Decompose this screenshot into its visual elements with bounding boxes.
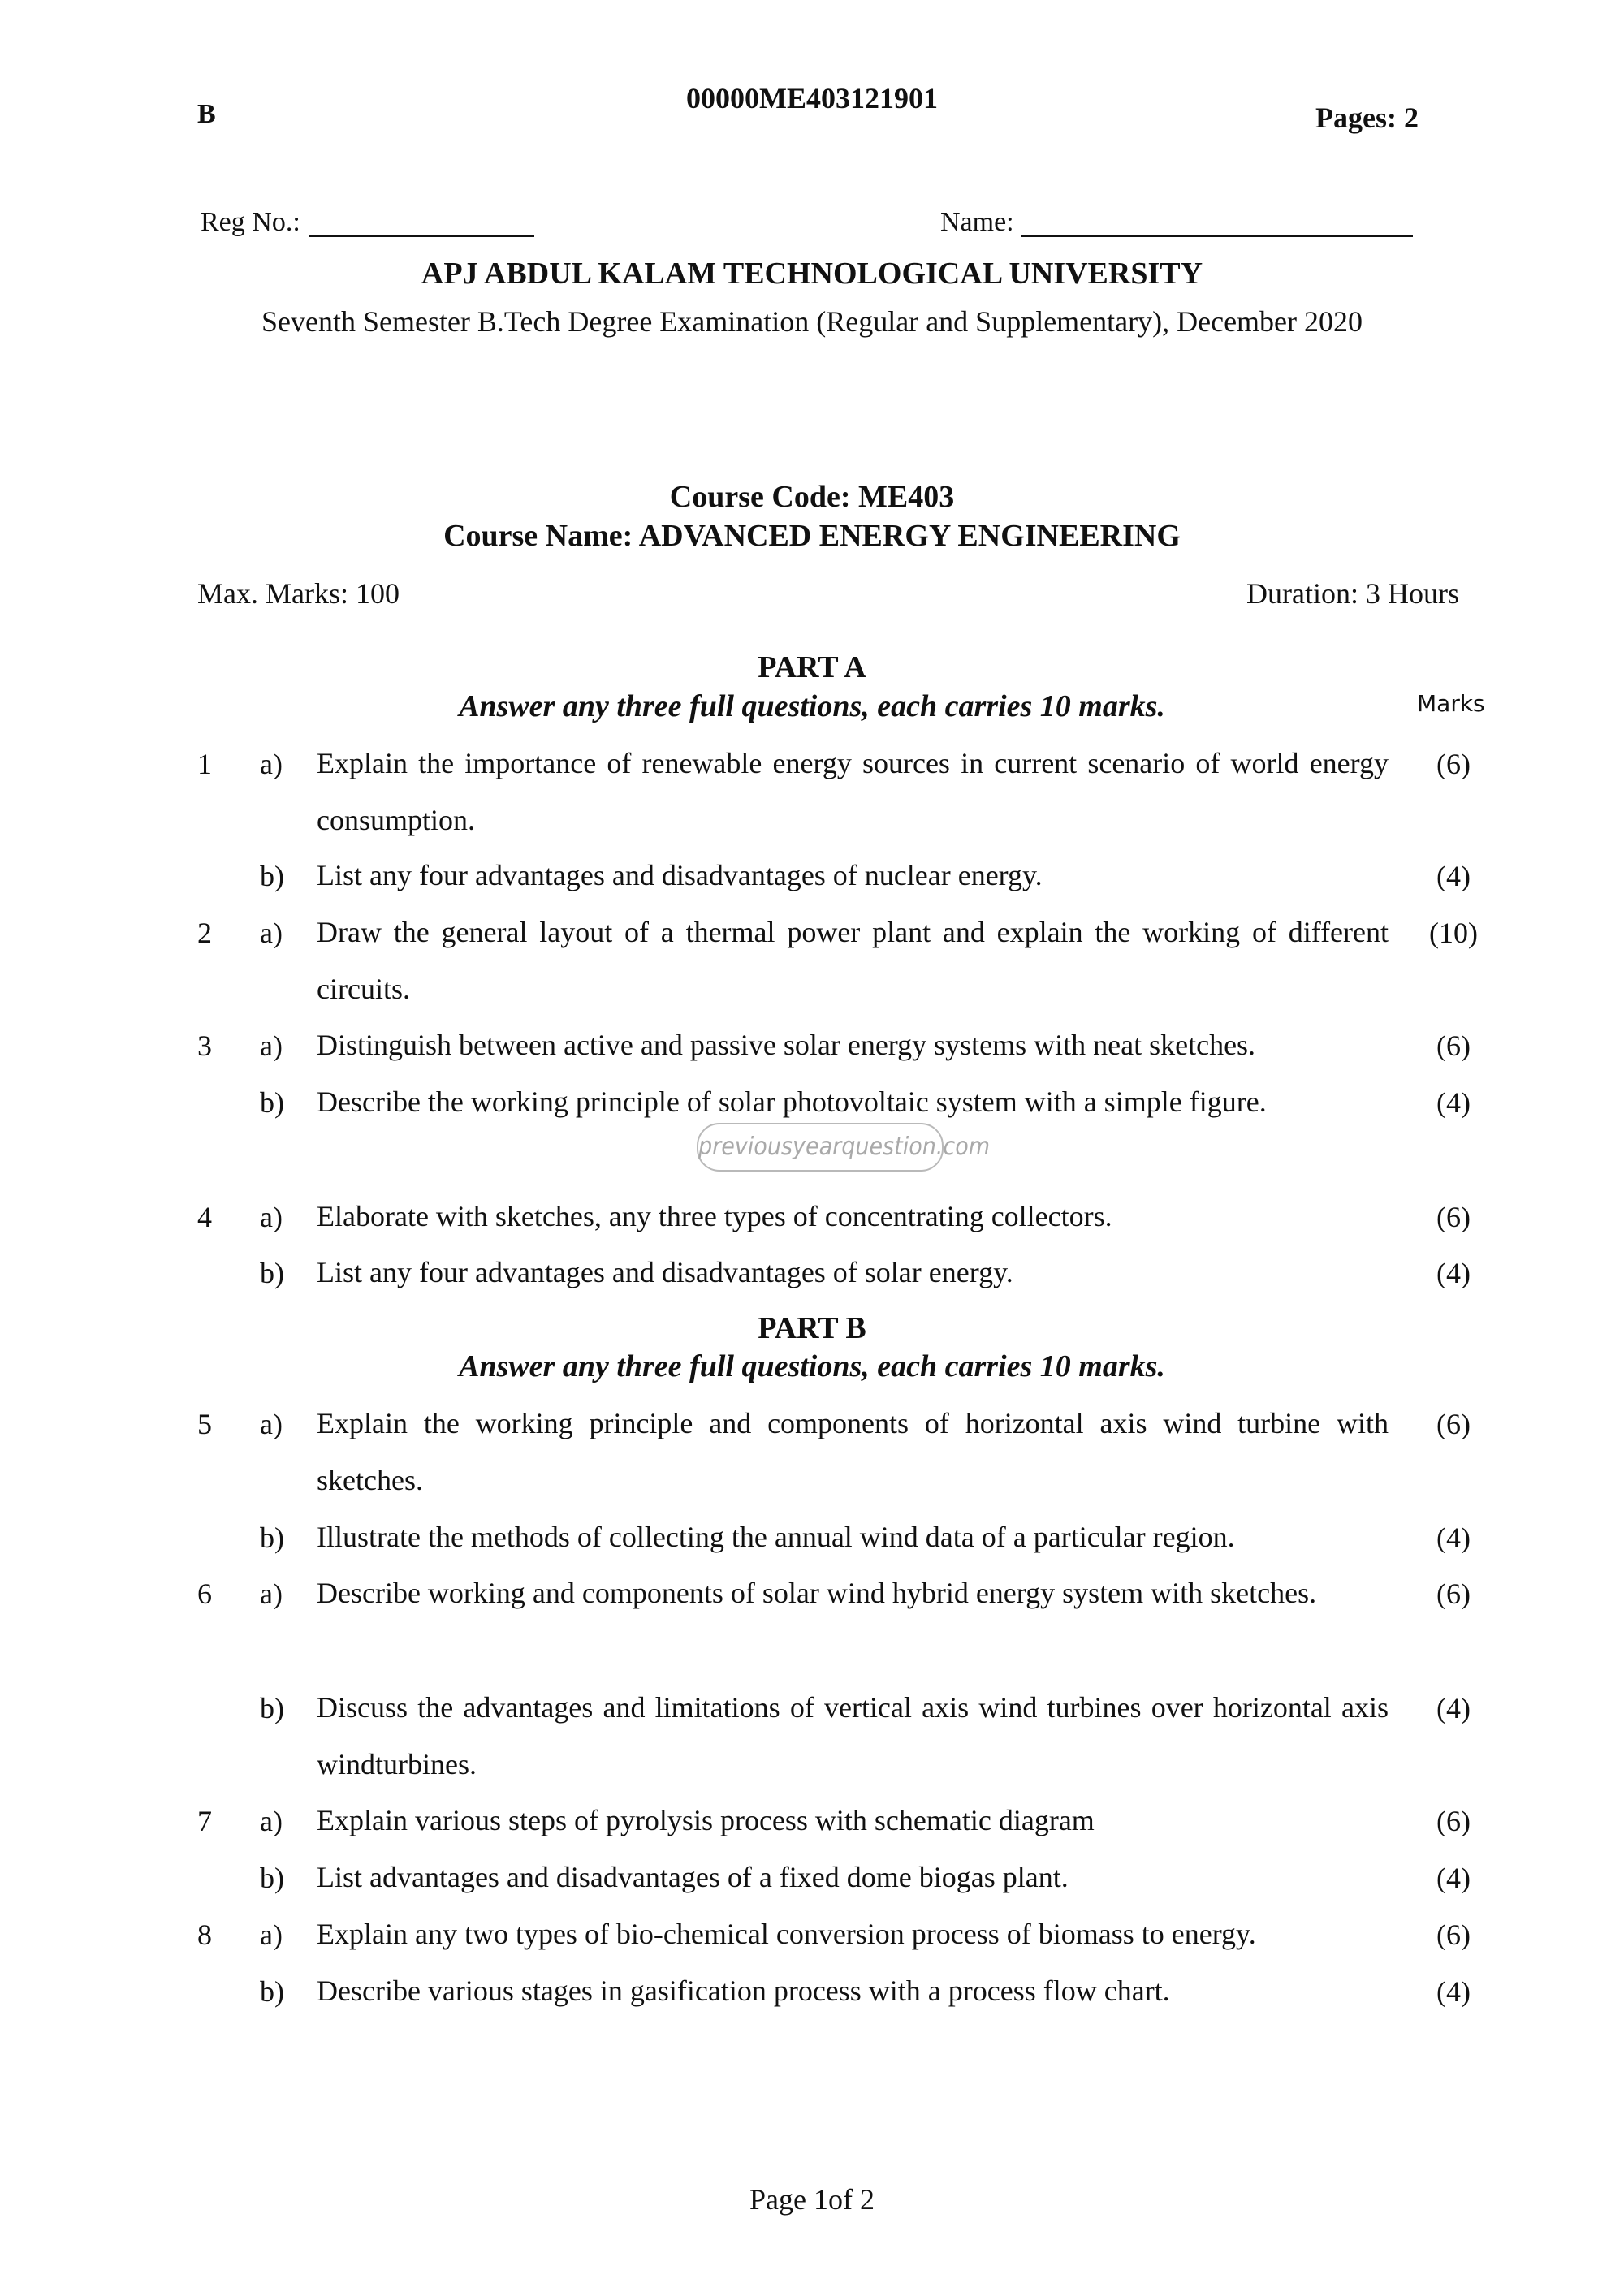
set-letter: B	[197, 99, 216, 129]
question-marks: (6)	[1436, 748, 1471, 780]
question-marks: (4)	[1436, 1975, 1471, 2008]
question-marks: (4)	[1436, 1086, 1471, 1119]
question-part: b)	[260, 1086, 284, 1119]
max-marks: Max. Marks: 100	[197, 577, 400, 610]
university-title: APJ ABDUL KALAM TECHNOLOGICAL UNIVERSITY	[421, 257, 1203, 291]
duration: Duration: 3 Hours	[1246, 577, 1459, 610]
paper-code: 00000ME403121901	[686, 82, 938, 114]
question-part: b)	[260, 1257, 284, 1289]
name-label: Name:	[940, 207, 1014, 237]
part-b-title: PART B	[758, 1311, 866, 1345]
question-text: Explain the importance of renewable energy sources in current scenario of world energy consumption.	[317, 747, 1389, 836]
question-text: Explain any two types of bio-chemical conversion process of biomass to energy.	[317, 1918, 1256, 1950]
course-name: Course Name: ADVANCED ENERGY ENGINEERING	[443, 519, 1181, 553]
question-marks: (6)	[1436, 1029, 1471, 1062]
question-part: b)	[260, 1521, 284, 1554]
question-text: List any four advantages and disadvantages of nuclear energy.	[317, 859, 1043, 891]
question-part: a)	[260, 1577, 283, 1610]
question-number: 4	[197, 1201, 212, 1233]
question-part: a)	[260, 1201, 283, 1233]
question-part: b)	[260, 860, 284, 892]
question-part: b)	[260, 1975, 284, 2008]
question-text: Elaborate with sketches, any three types of concentrating collectors.	[317, 1200, 1112, 1232]
question-marks: (4)	[1436, 1257, 1471, 1289]
part-a-title: PART A	[758, 650, 866, 684]
question-text: Illustrate the methods of collecting the annual wind data of a particular region.	[317, 1521, 1235, 1553]
question-part: a)	[260, 917, 283, 949]
question-number: 6	[197, 1577, 212, 1610]
question-text: Describe the working principle of solar photovoltaic system with a simple figure.	[317, 1085, 1267, 1118]
question-number: 8	[197, 1918, 212, 1951]
part-b-instruction: Answer any three full questions, each carries 10 marks.	[459, 1349, 1165, 1383]
exam-title: Seventh Semester B.Tech Degree Examination (Regular and Supplementary), December 2020	[261, 305, 1363, 338]
question-number: 3	[197, 1029, 212, 1062]
question-marks: (6)	[1436, 1805, 1471, 1837]
question-marks: (6)	[1436, 1201, 1471, 1233]
name-blank	[1021, 235, 1413, 237]
question-part: a)	[260, 1918, 283, 1951]
question-marks: (6)	[1436, 1918, 1471, 1951]
question-number: 7	[197, 1805, 212, 1837]
question-text: Describe working and components of solar wind hybrid energy system with sketches.	[317, 1577, 1317, 1609]
reg-no-label: Reg No.:	[201, 207, 300, 237]
page-footer: Page 1of 2	[749, 2183, 875, 2216]
question-part: b)	[260, 1862, 284, 1894]
question-text: Distinguish between active and passive solar energy systems with neat sketches.	[317, 1029, 1256, 1061]
question-number: 2	[197, 917, 212, 949]
question-part: a)	[260, 748, 283, 780]
marks-heading: Marks	[1417, 690, 1485, 717]
question-part: a)	[260, 1805, 283, 1837]
question-text: Discuss the advantages and limitations of vertical axis wind turbines over horizontal axis windturbines.	[317, 1691, 1389, 1780]
question-text: List any four advantages and disadvantages of solar energy.	[317, 1256, 1013, 1288]
question-text: Explain the working principle and components of horizontal axis wind turbine with sketches.	[317, 1407, 1389, 1496]
question-number: 1	[197, 748, 212, 780]
question-marks: (6)	[1436, 1408, 1471, 1440]
question-text: Draw the general layout of a thermal power plant and explain the working of different circuits.	[317, 916, 1389, 1005]
question-part: b)	[260, 1692, 284, 1724]
question-marks: (4)	[1436, 1692, 1471, 1724]
question-marks: (6)	[1436, 1577, 1471, 1610]
question-text: Explain various steps of pyrolysis process with schematic diagram	[317, 1804, 1095, 1836]
question-text: List advantages and disadvantages of a fixed dome biogas plant.	[317, 1861, 1069, 1893]
part-a-instruction: Answer any three full questions, each carries 10 marks.	[459, 689, 1165, 723]
reg-no-blank	[309, 235, 534, 237]
question-part: a)	[260, 1029, 283, 1062]
question-part: a)	[260, 1408, 283, 1440]
question-number: 5	[197, 1408, 212, 1440]
question-text: Describe various stages in gasification process with a process flow chart.	[317, 1974, 1170, 2007]
question-marks: (4)	[1436, 1862, 1471, 1894]
question-marks: (10)	[1429, 917, 1478, 949]
question-marks: (4)	[1436, 1521, 1471, 1554]
watermark: previousyearquestion.com	[697, 1123, 944, 1172]
page-count: Pages: 2	[1315, 101, 1419, 134]
course-code: Course Code: ME403	[669, 480, 955, 514]
question-marks: (4)	[1436, 860, 1471, 892]
